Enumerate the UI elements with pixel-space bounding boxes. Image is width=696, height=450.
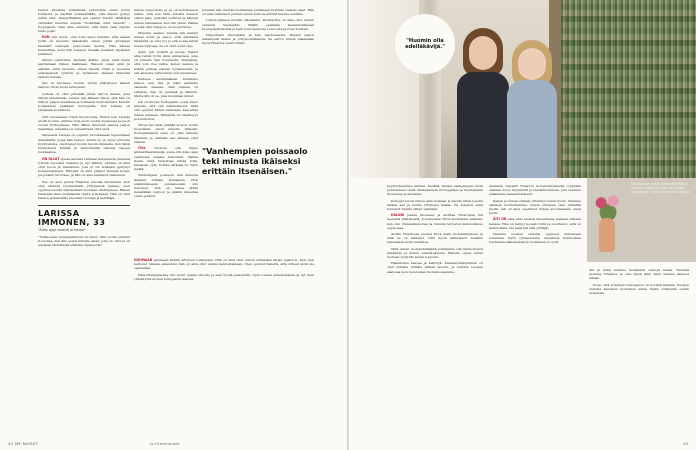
left-page [0,0,347,450]
left-column-lower [134,258,314,283]
lead-in: HUOMAAN [134,258,153,262]
lead-in: HALUNI [391,213,405,218]
paragraph: ON OLLUT upeaa seurata Larissan kasvamista pienestä tytöstä nuoreksi naiseksi ja nyt äidiksi. Larissa on aina ollut luova ja itsenäinen, jota ei ole koskaan pystynyt komentelemaan. Häneltä on aina pitänyt yleensä kysyä, jos jotakin tarvitsee, ja hän on aina kantanut vastuunsa. [38,156,130,178]
paragraph: HALUNI palata Suomeen ja aloittaa Finartossa tuli menestä yllätyksenä. Joulukuussa 2014 muutimme takaisin, kun olin yhdeksänvuotias ja minulle tarjoutui mahdollisuus oppia alaa. [387,213,484,230]
paragraph: Halusimme kasvaa ja kehittyä. Kansainvälistyminen on ollut minulle erittäin tärkeä tavoite, ja teimme vuosien saatossa ison muutoksen tuotannossamme. [387,261,483,274]
portrait-photo [349,0,696,178]
paragraph: Ilse on ensi puolta Finarton ainoilla mitoistaan. Kun olen alkanut työskennellä yrityksensä kanssa, olen oppinut nuoren näkökulman tuomaan tietämyksen. Hänen kanssaan ihan uudenlaista otetta yritykseen. Hän on ollut taitava ja kekseliäs ideoiden tuottaja ja kehittäjä. [38,179,130,201]
photo-quote-bubble [395,14,455,74]
paragraph: Lukion jälkeen muutin ulkomaille. Perheyritys oli aina ollut minun vahvasti mielessäni. Päätin opiskella kansainvälisessä kouluympäristössä ja hain työkokemusta Lontoosta ja New Yorkista. [202,18,314,31]
footer-folio-left: 42 ME NAISET [8,441,39,446]
paragraph: KUN olin nuori, oma itöni ansoi minulle, että naisen työtä on monesti näkeäsitin oman piiriin kuvataan kauniisti vahvojen persoonien kautta. Hän haluaa muistuttaa, ettei hän kokenut itseään koskaan ylipäiden paksuksi. [38,35,130,57]
left-column-1 [38,8,130,249]
paragraph: Olemme vuosien varrella oppineet tuntemaan toisemme myös työkavereina. Osaamme kunnioittaa toistemme näkemyksiä ja luottamus on syvä. [489,232,581,245]
paragraph: lunnut kavattaa työntäntää pelottomia oman polun kulkijoita ja näyttää esimerkillään, että naisen pystyy mihin vain. Naisyrittäjänä sen saanut fundin vähätelyä varsinkin miesten suusta "hoikkihan niitä tekevät" -tyyppisesti. Olen aina sanonut, että minä vielä näytän teille pojat. [38,8,130,34]
paragraph: minua työpuolelle ja se oli kohdistanut siihen, että kun tulin lomalta kolmen viikon ajan, ystäväni soittivat ja kävivät minua tukemassa, kun olin yksin. Vaikka ei aina ollut helppoa, en luovuttanut. [134,8,198,29]
paragraph: Koen, että yrityksen tulevaisuus on hyvissä käsissä. Vuosien varrella kasvanut luottamus antaa meille rohkeutta uusiin avauksiin. [589,282,689,296]
paragraph: Aiemmin vastasin Finarton tuotekehityksestä. Nykyään vastaan myös myynnistä ja markkinoinnista, jota teemme pääasiassa kansainvälisesti. [489,184,581,197]
lead-in: ON OLLUT [42,156,60,161]
paragraph: Jotenkin äiti onnistui hoitamaan pullikseen hyvinkin vaikeat asiat. Hän on aina ratkaissut pulmat ennen kuin ne ehtivät kasvaa suuriksi. [202,8,314,17]
pull-quote: "Vanhempien poissaolo teki minusta ikäiseksi erittäin itsenäisen." [202,147,308,176]
paragraph: HUOMAAN perineeni äidiltä erityisen rohkeuden. Hän on aina ollut minun silmissäni täysin pelkoton. Kun olen kertonut hänelle aikeistani, hän on aina ollut valmis kannustamaan. Olen oppinut häneltä, että virheet eivät ole vaarallisia. [134,258,314,271]
paragraph: Aikuisena Larissa on oppinut arvostamaan lapsuuttaan ilmanäsillä, jossa hän kasvoi, mutta se on myös piiloissa hyvinteholla. Osoittanut monin tavoin ihmiselle, kun tämä tunnistanut äitinsä ja viimemmiltä vähensi rajojen luokkaansa. [38,133,130,155]
paragraph: Mitä ennen tuotekehittäjänä toimimista olin kiinnostunut kankaista ja niiden valmistuksesta. Halusin oppia, miten tuotteet syntyvät alusta loppuun. [387,246,483,260]
paragraph: heystyöhenmme tarinan. Kevällä, haluaa vanhempani olivat perustaneet oman matkaaloman Portugalissa ja myöhemmin Suomessa ja kasvatan. [387,184,483,197]
left-column-2 [134,8,198,201]
right-column-2 [489,184,581,247]
lead-in: KUN [42,35,50,40]
lead-in: Cilia [138,146,146,151]
paragraph: "Tiukkoseen työympäristöön en tullut. Olin suurin piirtein 6-vuotias, kun äiti opetti minulle asian, joka on ollut ja on edelleen tärkeimpiä elämäni ohjenuoria." [38,234,130,248]
paragraph: Olin ainoastaan töissä muotiovella. Ennen kun Larissa aloitti koulun, elimme noin puoli vuotta Suomessa ja puoli vuotta Portugalissa. Hän liikkui ihmisten kanssa paljon maailmaa, maailma on sukeisiltaan ollut syvä. [38,114,130,132]
paragraph: Äiti ja isä olivat pitkään erossa, mutta molemmat olivat minulle tärkeitä. Portugalilainen suku on ollut minulle läheinen ja elämäni sen kanssa ollut rikasta. [134,123,198,144]
paragraph: Äidin opit kolahti ja kovaa. Halusi aina tehdä työtä siinä ammatissa, joka oli minulle niin luontaista. Ymmärsin, että voin itse valita, kenen kanssa ja minkä parissa haluan työskennellä, ja sen ansiosta vahvuuteni ovat kasvaneet. [134,49,198,75]
paragraph: Larissa on ollut pimeäää piiten astron naisen, joka tähyili maailmalle. Laulen sen jälkeen ulkoa, että hän on mikoyt paljon maailmaa ja rohkeasti tuuli eliönäsi. Muutin pohjaisesta paikkaan Portugaliin, kun Larissa oli yhdeksän kuukautta. [38,91,130,113]
section-deck: "Äidin oppi kolahti ja kovaa" [38,227,86,232]
flowers-photo [587,178,696,262]
paragraph: Cilia Tuolloin olin kilpa-ammattilaistanssija, jossa olin koko ajan vastuussa omasta kehostani. Vaikka tiesin, mitä tarkoittaa tehdä töitä, tanssissa opin, kuinka tärkeää on myös levätä. [134,146,198,172]
paragraph: Äiti ja minä olemme molemmat vahvoja naisia. Yhdessä teemme Finartoa, ja olen ylpeä siitä, mitä olemme saaneet aikaan. [589,268,689,281]
paragraph: Harjoittelin muotialalla ja tein valokuvausta. Hankin paljon näkemystä alasta ja yritystoiminnasta. Se auttoi minua näkemään myös Finartoa uusin silmin. [202,33,314,46]
woven-textile [561,0,696,178]
paragraph: Harjoittelujaksoilla olin avoin uusille ideoille ja sain hyvää palautetta. Opin toisten kokemuksista ja nyt teen yhteistyötä monen kumppanin kanssa. [134,272,314,281]
footer-folio-right: 43 [683,441,688,446]
paragraph: Kolleget toivat minua aina mukaan ja kerran minä lopetin kaiken sen ja menin yrityksen taakse. En kokenut enkä tuntenut itseäni siihen valmiiksi. [387,198,483,212]
paragraph: Kaijan ja minun välinen yhteistyö toimii hyvin. Olemme erilaiset luonteiltamme, mutta yhteinen visio yhdistää meitä. Äiti on aina opettanut minua arvostamaan omaa työtä. [489,198,581,216]
paragraph: Siltoin toimittava. Vastasin äidille, etten valtä itseni asuttamaan hänen mallinaan. Halusin oman aran ja elämän, enkä tarvinne olleen miestä. Olsin jo nuorena ensisijaisesti työhöni ja Sydämeni mieleni täyteellä tahtoni kasvaa. [38,58,130,80]
paragraph: Muistan elellen, kuinka äiti kaintyi minua kohti ja sanoi, että elämässä tärkeintä on oma työ ja sitä ei saa tehdä toisen varjossa. Se on ollut suuri ohje. [134,31,198,48]
person-kaija [507,40,557,178]
lead-in: ÄITI ON [493,217,507,222]
person-larissa [457,28,509,178]
paragraph: ÄITI ON aina ollut meissä tapauksissa mieleen taivaan kanssa. Hän on tehnyt kovasti töitä ja osoittanut, että on mahdollista olla sekä äiti että yrittäjä. [489,217,581,230]
photo-caption: "Larissa on aina pienenä pitänyt naisten mainen, joka tarvitsee maailmaa", Kaija Saarinen toteaa. [631,182,691,195]
section-title: LARISSA IMMONEN, 33 [38,205,130,227]
paragraph: Vanhempien poissaolo teki minusta ikäiseni erittäin itsenäisen. Heti ensimmäisessä opiskelussani olin tietoinen, että en halua jäädä kenenkään varjoon ja päätin rakentaa oman polkuni. [134,173,198,199]
photo-quote: "Huomin olla edelläkävijä." [405,37,445,50]
right-column-1 [387,184,483,276]
paragraph: Äiti on kuolleen vuosia, mutta yllätykseni kaiken tahtoni olivat tuota kertojaani. [38,81,130,90]
footer-website: is.fi/menaiset [150,441,180,446]
right-page [349,0,696,450]
left-column-3 [202,8,314,48]
vase [599,218,615,252]
right-column-3 [589,268,689,297]
paragraph: Aloitin Finartossa vuonna 2014 ensin tuotekehityksen, ja siitä se on lähtenyt. Olin hyvin aktiivisesti mukana tekemässä uutta mallistoa. [387,232,483,245]
paragraph: Isä oli Kiotan Portugaliin, jossa sanoi minulle, että olin mahdollisuus. Mitä olin oppinut hänen kanssaan, kasvattaa minua edelleen. Tärkeintä oli rehellisyys ja kunnioitus. [134,100,198,121]
paragraph: Perheen ensimmäinen kertaluku kasvoi, kun itse ja isäni asuimme samassa maassa. Isän kanssa oli erilaista, hän oli pehmeä ja lämmin. Mutta äiti oli se, joka muokkasi minut. [134,77,198,98]
